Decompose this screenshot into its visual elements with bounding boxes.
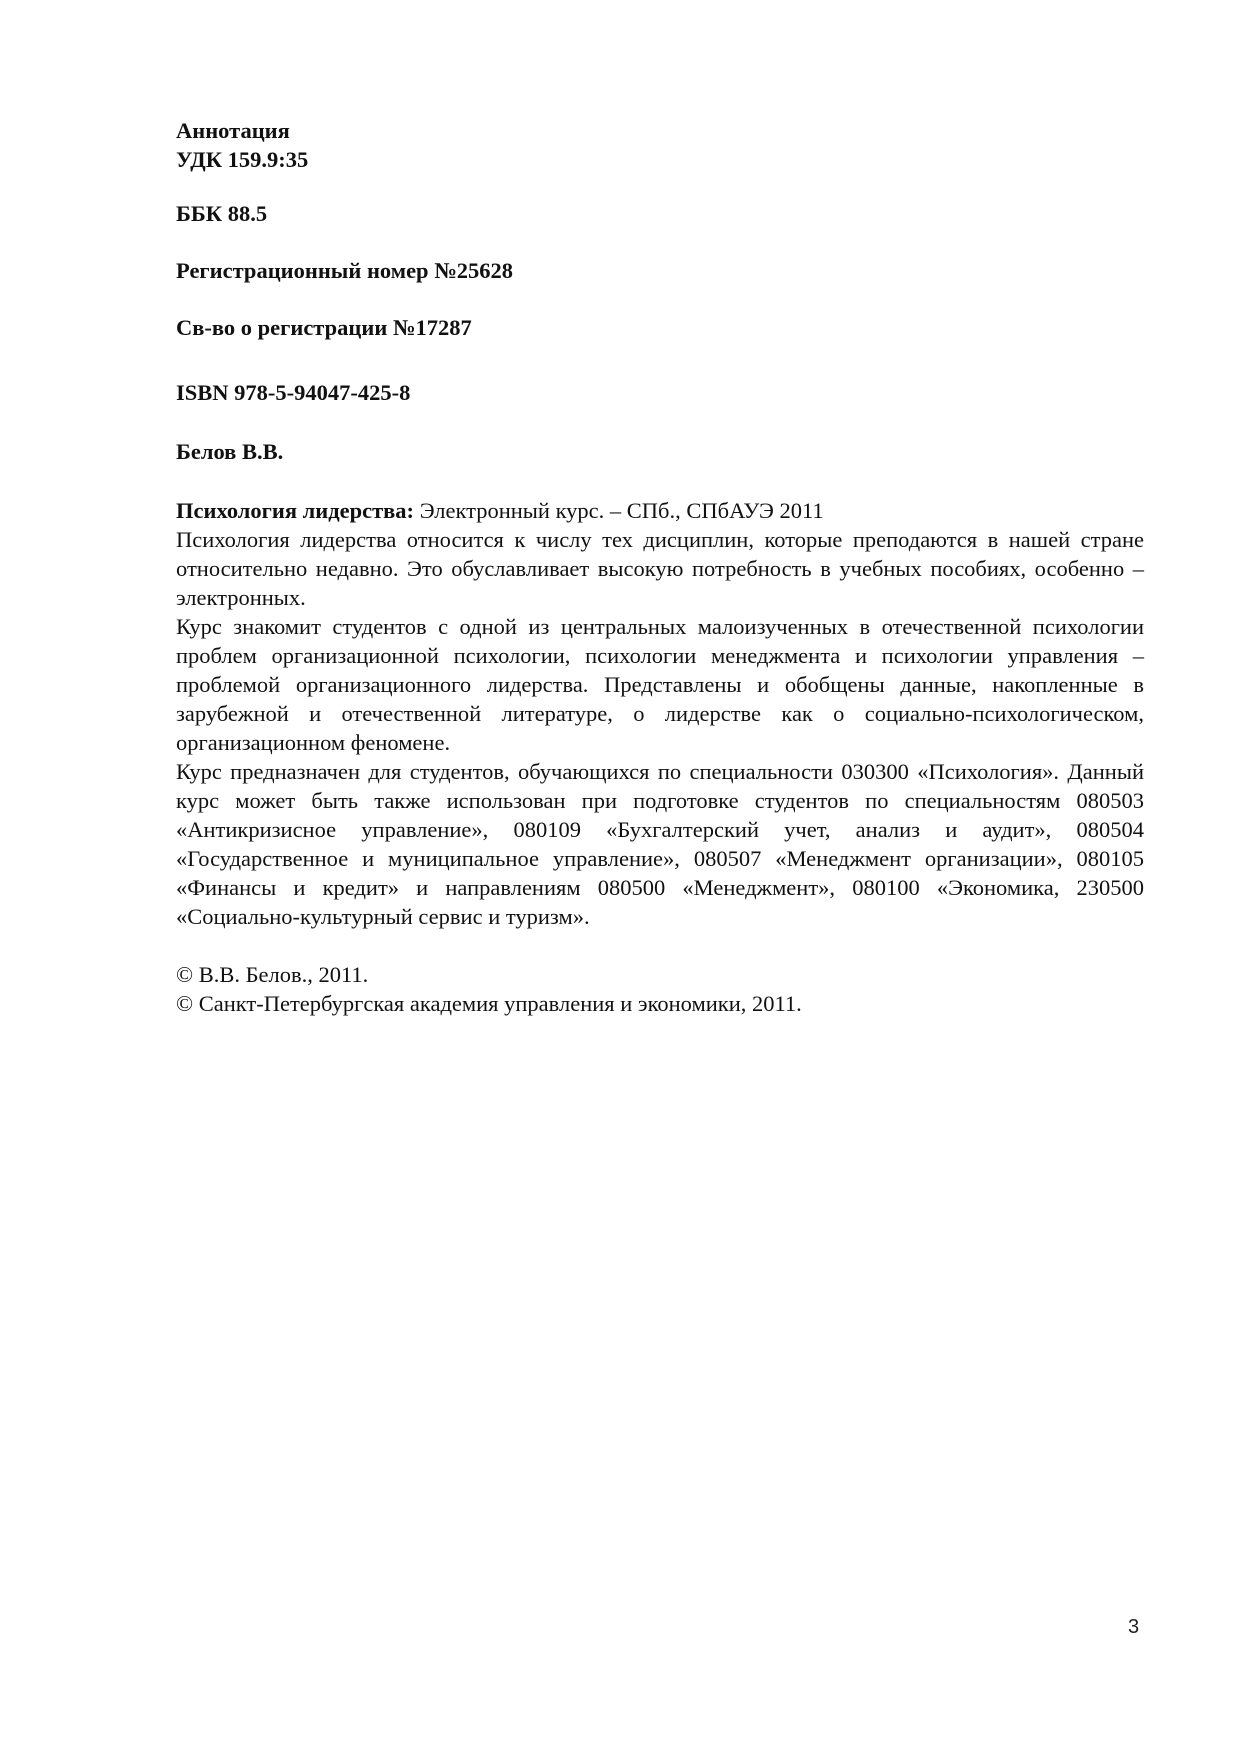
book-title-line	[176, 496, 1144, 525]
book-title: Психология лидерства:	[176, 498, 415, 523]
copyright-author: © В.В. Белов., 2011.	[176, 962, 369, 987]
registration-certificate: Св-во о регистрации №17287	[176, 315, 472, 340]
isbn: ISBN 978-5-94047-425-8	[176, 380, 411, 405]
paragraph-audience: Курс предназначен для студентов, обучающихся по специальности 030300 «Психология». Данный курс может быть также использован при подготовке студентов по специальностям 080503 «Антикризисное управление», 080109 «Бухгалтерский учет, анализ и аудит», 080504 «Государственное и муниципальное управление», 080507 «Менеджмент организации», 080105 «Финансы и кредит» и направлениям 080500 «Менеджмент», 080100 «Экономика, 230500 «Социально-культурный сервис и туризм».	[176, 759, 1144, 929]
copyright-academy: © Санкт-Петербургская академия управления и экономики, 2011.	[176, 991, 802, 1016]
annotation-heading: Аннотация	[176, 118, 290, 143]
udk-code: УДК 159.9:35	[176, 147, 309, 172]
author: Белов В.В.	[176, 439, 284, 464]
paragraph-course-description: Курс знакомит студентов с одной из центральных малоизученных в отечественной психологии проблем организационной психологии, психологии менеджмента и психологии управления – проблемой организационного лидерства. Представлены и обобщены данные, накопленные в зарубежной и отечественной литературе, о лидерстве как о социально-психологическом, организационном феномене.	[176, 614, 1144, 755]
registration-number: Регистрационный номер №25628	[176, 258, 514, 283]
book-publication-info: Электронный курс. – СПб., СПбАУЭ 2011	[414, 498, 824, 523]
bbk-code: ББК 88.5	[176, 201, 268, 226]
page-number: 3	[1128, 1616, 1140, 1638]
paragraph-intro: Психология лидерства относится к числу тех дисциплин, которые преподаются в нашей стране относительно недавно. Это обуславливает высокую потребность в учебных пособиях, особенно – электронных.	[176, 527, 1144, 610]
page-content	[176, 116, 1144, 1018]
